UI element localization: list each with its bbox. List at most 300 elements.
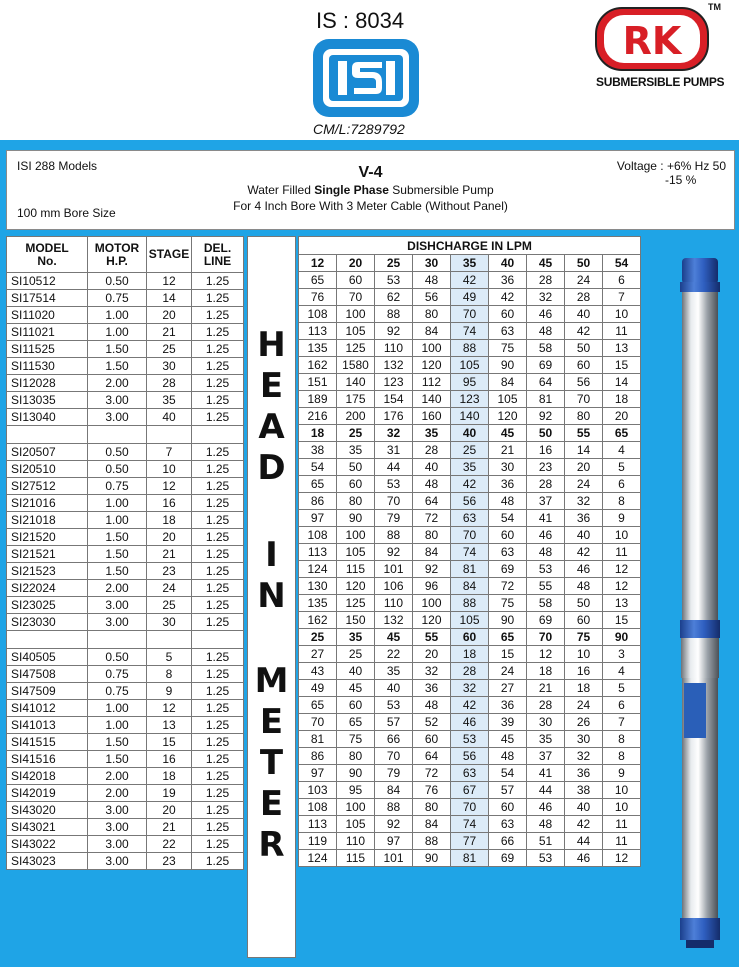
- head-value: 65: [299, 697, 337, 714]
- head-value: 8: [603, 748, 641, 765]
- lpm-value: 40: [451, 425, 489, 442]
- table-row: [7, 409, 244, 426]
- head-value: 44: [527, 782, 565, 799]
- head-value: 53: [527, 561, 565, 578]
- cell-model: SI43021: [7, 819, 88, 836]
- table-row: [7, 324, 244, 341]
- head-value: 35: [527, 731, 565, 748]
- lpm-value: 54: [603, 255, 641, 272]
- table-row: [299, 680, 641, 697]
- head-value: 100: [337, 799, 375, 816]
- table-row: [299, 272, 641, 289]
- lpm-value: 35: [451, 255, 489, 272]
- lpm-value: 35: [337, 629, 375, 646]
- cell-model: SI27512: [7, 478, 88, 495]
- head-value: 41: [527, 765, 565, 782]
- head-value: 90: [413, 850, 451, 867]
- head-value: 24: [489, 663, 527, 680]
- head-value: 63: [451, 510, 489, 527]
- head-value: 65: [299, 476, 337, 493]
- head-value: 46: [527, 527, 565, 544]
- head-value: 162: [299, 612, 337, 629]
- head-value: 35: [375, 663, 413, 680]
- col-motor: MOTOR H.P.: [88, 237, 147, 273]
- head-value: 46: [527, 799, 565, 816]
- head-value: 10: [603, 799, 641, 816]
- table-row: [7, 529, 244, 546]
- head-in-meter-label: [247, 236, 296, 958]
- head-value: 40: [565, 799, 603, 816]
- brand-tagline: SUBMERSIBLE PUMPS: [596, 75, 725, 89]
- head-value: 151: [299, 374, 337, 391]
- table-row: [7, 290, 244, 307]
- cell-del: 1.25: [192, 409, 244, 426]
- head-value: 140: [413, 391, 451, 408]
- cell-model: SI11021: [7, 324, 88, 341]
- cell-stage: 24: [147, 580, 192, 597]
- head-value: 11: [603, 323, 641, 340]
- head-value: 55: [527, 578, 565, 595]
- head-value: 74: [451, 544, 489, 561]
- head-value: 32: [565, 748, 603, 765]
- cell-hp: 3.00: [88, 597, 147, 614]
- head-value: 101: [375, 561, 413, 578]
- head-value: 52: [413, 714, 451, 731]
- head-value: 88: [375, 306, 413, 323]
- head-value: 100: [337, 306, 375, 323]
- table-row: [299, 612, 641, 629]
- lpm-value: 18: [299, 425, 337, 442]
- cell-stage: 7: [147, 444, 192, 461]
- head-value: 36: [489, 697, 527, 714]
- head-value: 88: [375, 527, 413, 544]
- cell-stage: 23: [147, 563, 192, 580]
- head-value: 50: [565, 595, 603, 612]
- cell-hp: 1.50: [88, 529, 147, 546]
- brand-letters: RK: [622, 19, 682, 63]
- cell-del: 1.25: [192, 375, 244, 392]
- head-value: 101: [375, 850, 413, 867]
- cell-stage: 5: [147, 649, 192, 666]
- cell-hp: 1.00: [88, 512, 147, 529]
- head-value: 189: [299, 391, 337, 408]
- head-value: 92: [375, 323, 413, 340]
- cell-model: SI47509: [7, 683, 88, 700]
- head-value: 13: [603, 595, 641, 612]
- head-value: 25: [337, 646, 375, 663]
- cell-model: SI43022: [7, 836, 88, 853]
- head-value: 40: [413, 459, 451, 476]
- head-value: 86: [299, 748, 337, 765]
- head-value: 32: [451, 680, 489, 697]
- table-row: [7, 563, 244, 580]
- head-value: 65: [299, 272, 337, 289]
- head-value: 97: [299, 765, 337, 782]
- cell-hp: 3.00: [88, 819, 147, 836]
- cell-stage: 15: [147, 734, 192, 751]
- table-row: [7, 717, 244, 734]
- lpm-value: 12: [299, 255, 337, 272]
- head-value: 106: [375, 578, 413, 595]
- head-value: 200: [337, 408, 375, 425]
- head-value: 30: [489, 459, 527, 476]
- head-value: 50: [565, 340, 603, 357]
- table-row: [299, 799, 641, 816]
- head-value: 32: [413, 663, 451, 680]
- head-value: 45: [489, 731, 527, 748]
- head-value: 10: [603, 527, 641, 544]
- table-row: [7, 495, 244, 512]
- cell-stage: 23: [147, 853, 192, 870]
- head-value: 57: [375, 714, 413, 731]
- cell-hp: 3.00: [88, 853, 147, 870]
- cell-model: SI42018: [7, 768, 88, 785]
- table-row: [7, 307, 244, 324]
- head-value: 80: [337, 493, 375, 510]
- head-value: 72: [413, 765, 451, 782]
- head-value: 64: [413, 748, 451, 765]
- head-value: 27: [489, 680, 527, 697]
- head-value: 16: [527, 442, 565, 459]
- head-value: 20: [603, 408, 641, 425]
- cell-hp: 3.00: [88, 392, 147, 409]
- head-value: 176: [375, 408, 413, 425]
- head-value: 42: [451, 476, 489, 493]
- head-in-meter-letter: I: [265, 535, 278, 575]
- cell-model: SI13035: [7, 392, 88, 409]
- head-value: 63: [489, 323, 527, 340]
- cell-hp: 0.75: [88, 683, 147, 700]
- cell-hp: 1.00: [88, 307, 147, 324]
- head-value: 50: [337, 459, 375, 476]
- head-value: 7: [603, 289, 641, 306]
- head-value: 57: [489, 782, 527, 799]
- table-row: [299, 578, 641, 595]
- cell-model: SI20507: [7, 444, 88, 461]
- head-value: 76: [299, 289, 337, 306]
- table-row: [299, 816, 641, 833]
- head-value: 56: [413, 289, 451, 306]
- head-value: 95: [451, 374, 489, 391]
- head-value: 48: [413, 476, 451, 493]
- lpm-header-row: [299, 255, 641, 272]
- head-value: 60: [489, 306, 527, 323]
- submersible-pump-image: [670, 258, 730, 948]
- head-value: 154: [375, 391, 413, 408]
- head-value: 8: [603, 731, 641, 748]
- cell-stage: 19: [147, 785, 192, 802]
- table-row: [299, 646, 641, 663]
- cell-hp: 1.50: [88, 734, 147, 751]
- table-row: [299, 323, 641, 340]
- cell-del: 1.25: [192, 546, 244, 563]
- cell-model: SI11525: [7, 341, 88, 358]
- cell-stage: 18: [147, 512, 192, 529]
- table-row: [7, 802, 244, 819]
- head-value: 46: [565, 850, 603, 867]
- cell-del: 1.25: [192, 290, 244, 307]
- head-value: 81: [299, 731, 337, 748]
- head-value: 56: [565, 374, 603, 391]
- head-value: 69: [527, 357, 565, 374]
- head-value: 69: [489, 850, 527, 867]
- table-row: [7, 853, 244, 870]
- lpm-value: 75: [565, 629, 603, 646]
- isi-mark-icon: [310, 36, 422, 120]
- cell-stage: 30: [147, 358, 192, 375]
- table-row: [299, 306, 641, 323]
- head-value: 38: [299, 442, 337, 459]
- head-value: 28: [565, 289, 603, 306]
- head-value: 84: [489, 374, 527, 391]
- cell-stage: 21: [147, 546, 192, 563]
- lpm-value: 65: [489, 629, 527, 646]
- head-value: 12: [527, 646, 565, 663]
- head-value: 84: [451, 578, 489, 595]
- cell-del: 1.25: [192, 768, 244, 785]
- head-value: 53: [375, 697, 413, 714]
- table-row: [299, 527, 641, 544]
- cell-del: 1.25: [192, 461, 244, 478]
- head-value: 42: [565, 323, 603, 340]
- head-value: 35: [451, 459, 489, 476]
- head-value: 90: [337, 765, 375, 782]
- col-stage: STAGE: [147, 237, 192, 273]
- head-value: 45: [337, 680, 375, 697]
- head-value: 42: [451, 272, 489, 289]
- head-value: 74: [451, 816, 489, 833]
- table-row: [299, 493, 641, 510]
- lpm-value: 45: [375, 629, 413, 646]
- head-value: 28: [413, 442, 451, 459]
- head-value: 11: [603, 833, 641, 850]
- cell-hp: 0.75: [88, 290, 147, 307]
- head-value: 124: [299, 850, 337, 867]
- head-value: 66: [489, 833, 527, 850]
- head-value: 63: [489, 816, 527, 833]
- head-value: 72: [489, 578, 527, 595]
- cell-stage: 25: [147, 341, 192, 358]
- cell-del: 1.25: [192, 392, 244, 409]
- head-value: 1580: [337, 357, 375, 374]
- head-value: 49: [299, 680, 337, 697]
- head-value: 60: [489, 527, 527, 544]
- head-value: 25: [451, 442, 489, 459]
- cell-hp: 0.75: [88, 478, 147, 495]
- cell-model: SI20510: [7, 461, 88, 478]
- head-value: 23: [527, 459, 565, 476]
- head-value: 80: [413, 527, 451, 544]
- head-value: 48: [565, 578, 603, 595]
- cell-model: SI10512: [7, 273, 88, 290]
- head-in-meter-letter: D: [257, 448, 286, 488]
- table-row: [7, 461, 244, 478]
- head-in-meter-letter: H: [257, 325, 286, 365]
- head-value: 105: [337, 816, 375, 833]
- cell-model: SI41012: [7, 700, 88, 717]
- table-row: [299, 476, 641, 493]
- head-value: 105: [337, 323, 375, 340]
- head-value: 80: [413, 306, 451, 323]
- head-value: 56: [451, 748, 489, 765]
- lpm-value: 90: [603, 629, 641, 646]
- head-value: 40: [565, 306, 603, 323]
- head-value: 60: [565, 357, 603, 374]
- head-value: 120: [489, 408, 527, 425]
- head-value: 81: [451, 561, 489, 578]
- table-row: [7, 751, 244, 768]
- cell-del: 1.25: [192, 683, 244, 700]
- head-value: 135: [299, 595, 337, 612]
- head-value: 48: [489, 493, 527, 510]
- lpm-value: 45: [527, 255, 565, 272]
- head-value: 35: [337, 442, 375, 459]
- cell-hp: 0.50: [88, 273, 147, 290]
- table-row: [7, 341, 244, 358]
- cell-hp: 1.50: [88, 751, 147, 768]
- table-row: [299, 374, 641, 391]
- pump-description: Water Filled Single Phase Submersible Pump: [247, 183, 494, 197]
- cell-stage: 13: [147, 717, 192, 734]
- head-value: 51: [527, 833, 565, 850]
- head-value: 36: [565, 765, 603, 782]
- head-value: 95: [337, 782, 375, 799]
- head-value: 105: [451, 357, 489, 374]
- head-value: 123: [451, 391, 489, 408]
- head-value: 40: [337, 663, 375, 680]
- table-row: [299, 765, 641, 782]
- head-value: 42: [565, 816, 603, 833]
- head-value: 88: [375, 799, 413, 816]
- lpm-value: 65: [603, 425, 641, 442]
- head-value: 10: [603, 782, 641, 799]
- head-value: 70: [375, 493, 413, 510]
- cell-hp: 0.50: [88, 649, 147, 666]
- cell-del: 1.25: [192, 785, 244, 802]
- cell-hp: 2.00: [88, 785, 147, 802]
- cell-stage: 9: [147, 683, 192, 700]
- head-value: 54: [489, 765, 527, 782]
- table-row: [7, 546, 244, 563]
- cell-hp: 1.00: [88, 700, 147, 717]
- head-value: 64: [527, 374, 565, 391]
- cell-model: SI21018: [7, 512, 88, 529]
- cell-model: SI43023: [7, 853, 88, 870]
- head-value: 70: [451, 799, 489, 816]
- cell-stage: 18: [147, 768, 192, 785]
- cell-hp: 3.00: [88, 614, 147, 631]
- head-value: 80: [565, 408, 603, 425]
- head-value: 81: [451, 850, 489, 867]
- head-value: 105: [489, 391, 527, 408]
- cell-model: SI42019: [7, 785, 88, 802]
- head-in-meter-letter: E: [259, 366, 284, 406]
- table-row: [299, 697, 641, 714]
- cell-model: SI22024: [7, 580, 88, 597]
- head-value: 53: [375, 476, 413, 493]
- cell-model: SI41515: [7, 734, 88, 751]
- head-value: 58: [527, 595, 565, 612]
- table-row: [7, 392, 244, 409]
- table-row: [299, 782, 641, 799]
- head-in-meter-letter: E: [259, 702, 284, 742]
- cml-number: CM/L:7289792: [313, 121, 405, 137]
- head-value: 113: [299, 544, 337, 561]
- head-value: 21: [527, 680, 565, 697]
- head-value: 97: [375, 833, 413, 850]
- table-row: [299, 391, 641, 408]
- head-value: 100: [337, 527, 375, 544]
- head-value: 69: [489, 561, 527, 578]
- head-value: 100: [413, 340, 451, 357]
- head-value: 72: [413, 510, 451, 527]
- head-value: 38: [565, 782, 603, 799]
- head-value: 53: [451, 731, 489, 748]
- head-value: 110: [337, 833, 375, 850]
- cell-stage: 20: [147, 529, 192, 546]
- head-value: 88: [413, 833, 451, 850]
- head-value: 12: [603, 850, 641, 867]
- cell-del: 1.25: [192, 307, 244, 324]
- cell-del: 1.25: [192, 495, 244, 512]
- head-value: 60: [565, 612, 603, 629]
- head-value: 132: [375, 357, 413, 374]
- head-value: 44: [375, 459, 413, 476]
- cell-del: 1.25: [192, 580, 244, 597]
- cell-stage: 12: [147, 478, 192, 495]
- head-value: 80: [337, 748, 375, 765]
- head-value: 36: [413, 680, 451, 697]
- rk-brand-logo: [594, 6, 710, 72]
- head-value: 75: [337, 731, 375, 748]
- table-row: [7, 683, 244, 700]
- cell-hp: 3.00: [88, 836, 147, 853]
- head-value: 81: [527, 391, 565, 408]
- cell-hp: 0.75: [88, 666, 147, 683]
- head-in-meter-letter: R: [258, 825, 285, 865]
- cell-del: 1.25: [192, 836, 244, 853]
- group-spacer-row: [7, 631, 244, 649]
- model-count: ISI 288 Models: [17, 159, 98, 173]
- lpm-value: 55: [565, 425, 603, 442]
- head-value: 124: [299, 561, 337, 578]
- head-value: 26: [565, 714, 603, 731]
- is-code: IS : 8034: [316, 8, 405, 33]
- table-row: [299, 748, 641, 765]
- cell-del: 1.25: [192, 563, 244, 580]
- head-value: 92: [413, 561, 451, 578]
- head-value: 75: [489, 340, 527, 357]
- cell-del: 1.25: [192, 512, 244, 529]
- cell-stage: 21: [147, 819, 192, 836]
- cell-model: SI21520: [7, 529, 88, 546]
- head-value: 39: [489, 714, 527, 731]
- head-value: 130: [299, 578, 337, 595]
- head-value: 12: [603, 561, 641, 578]
- head-value: 115: [337, 850, 375, 867]
- col-model: MODEL No.: [7, 237, 88, 273]
- cell-model: SI13040: [7, 409, 88, 426]
- cell-hp: 1.00: [88, 324, 147, 341]
- head-value: 88: [451, 595, 489, 612]
- lpm-value: 40: [489, 255, 527, 272]
- lpm-value: 25: [375, 255, 413, 272]
- head-value: 11: [603, 544, 641, 561]
- lpm-value: 60: [451, 629, 489, 646]
- lpm-value: 35: [413, 425, 451, 442]
- cell-hp: 2.00: [88, 768, 147, 785]
- head-value: 70: [299, 714, 337, 731]
